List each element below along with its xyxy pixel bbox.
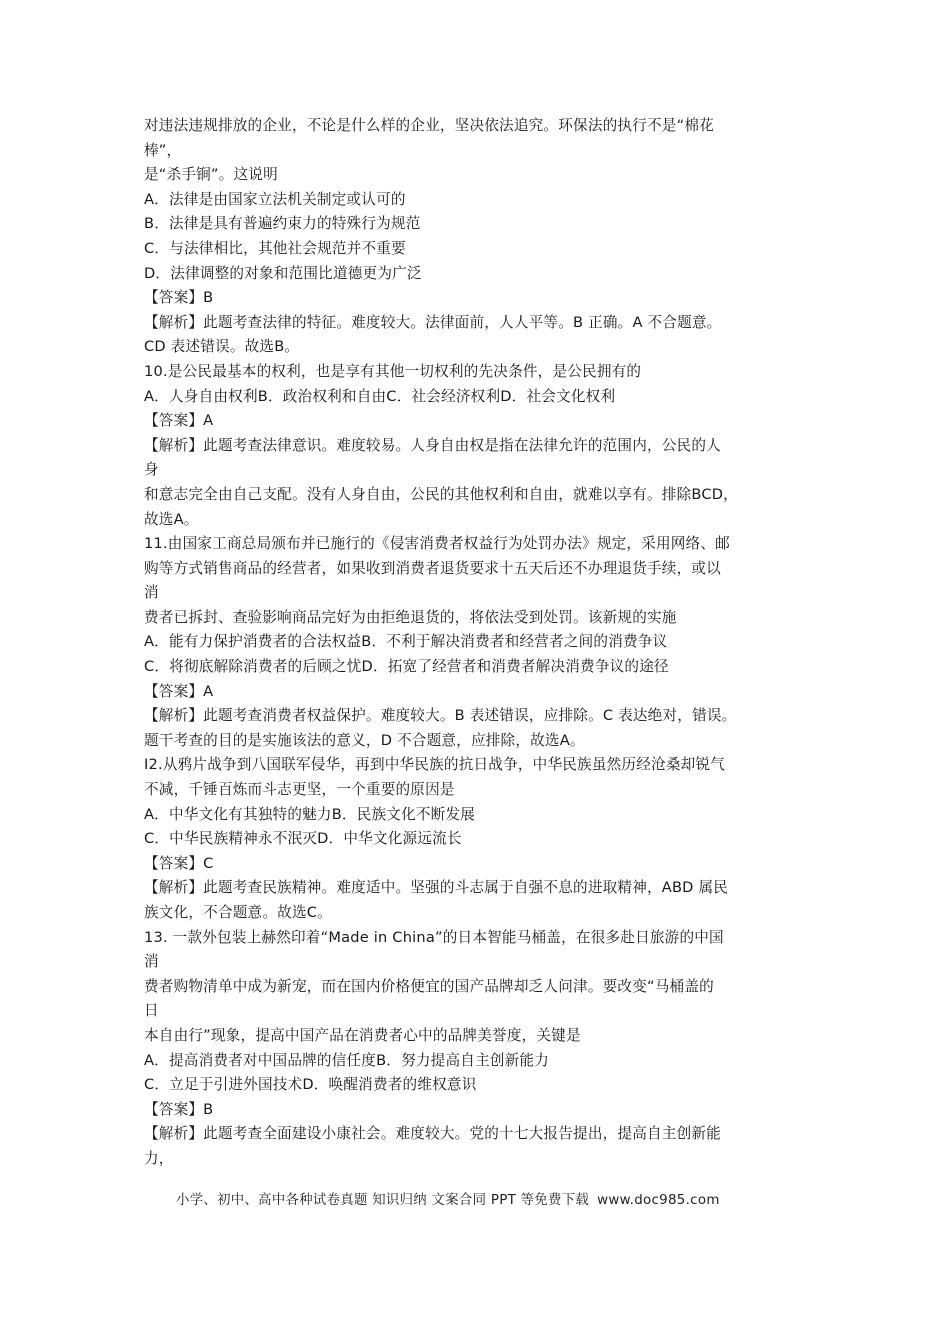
text-line: 和意志完全由自己支配。没有人身自由，公民的其他权利和自由，就难以享有。排除BCD， [144, 485, 738, 503]
text-line: 【解析】此题考查法律意识。难度较易。人身自由权是指在法律允许的范围内，公民的人 [144, 436, 721, 454]
text-line: C．将彻底解除消费者的后顾之忧D．拓宽了经营者和消费者解决消费争议的途径 [144, 658, 669, 676]
text-line: CD 表述错误。故选B。 [144, 338, 300, 356]
text-line: B．法律是具有普遍约束力的特殊行为规范 [144, 215, 421, 233]
text-line: 【答案】C [144, 854, 214, 872]
text-line: 【答案】B [144, 289, 214, 307]
page-footer [176, 1189, 720, 1208]
text-line: 是“杀手锏”。这说明 [144, 166, 278, 184]
footer-text: 小学、初中、高中各种试卷真题 知识归纳 文案合同 PPT 等免费下载 [176, 1193, 590, 1208]
text-line: 费者购物清单中成为新宠，而在国内价格便宜的国产品牌却乏人问津。要改变“马桶盖的 [144, 977, 714, 995]
text-line: 棒”， [144, 141, 182, 159]
text-line: 10.是公民最基本的权利，也是享有其他一切权利的先决条件，是公民拥有的 [144, 362, 642, 380]
text-line: A．提高消费者对中国品牌的信任度B．努力提高自主创新能力 [144, 1051, 550, 1069]
text-line: 本自由行”现象，提高中国产品在消费者心中的品牌美誉度，关键是 [144, 1026, 581, 1044]
text-line: C．中华民族精神永不泯灭D．中华文化源远流长 [144, 830, 462, 848]
text-line: 13. 一款外包装上赫然印着“Made in China”的日本智能马桶盖，在很多赴日旅游的中国 [144, 928, 724, 946]
text-line: A．能有力保护消费者的合法权益B．不利于解决消费者和经营者之间的消费争议 [144, 633, 668, 651]
footer-url[interactable]: www.doc985.com [597, 1193, 720, 1208]
text-line: 【解析】此题考查全面建设小康社会。难度较大。党的十七大报告提出，提高自主创新能 [144, 1125, 721, 1143]
text-line: A．人身自由权利B．政治权利和自由C．社会经济权利D．社会文化权利 [144, 387, 616, 405]
text-line: 消 [144, 584, 159, 602]
text-line: 日 [144, 1002, 159, 1020]
text-line: 费者已拆封、查验影响商品完好为由拒绝退货的，将依法受到处罚。该新规的实施 [144, 608, 677, 626]
text-line: 族文化，不合题意。故选C。 [144, 904, 332, 921]
text-line: 消 [144, 953, 159, 971]
text-line: 【答案】B [144, 1100, 214, 1118]
document-body [144, 114, 814, 1172]
text-line: 力， [144, 1149, 174, 1167]
text-line: 【答案】A [144, 682, 214, 700]
text-line: 【答案】A [144, 412, 214, 430]
text-line: 不减，千锤百炼而斗志更坚，一个重要的原因是 [144, 781, 455, 799]
text-line: 【解析】此题考查民族精神。难度适中。坚强的斗志属于自强不息的进取精神，ABD 属民 [144, 879, 729, 897]
text-line: 购等方式销售商品的经营者，如果收到消费者退货要求十五天后还不办理退货手续，或以 [144, 559, 721, 577]
text-line: 题干考查的目的是实施该法的意义，D 不合题意，应排除，故选A。 [144, 731, 585, 749]
text-line: D．法律调整的对象和范围比道德更为广泛 [144, 264, 422, 282]
text-line: I2.从鸦片战争到八国联军侵华，再到中华民族的抗日战争，中华民族虽然历经沧桑却锐气 [144, 756, 725, 774]
text-line: C．立足于引进外国技术D．唤醒消费者的维权意识 [144, 1076, 477, 1094]
text-line: 【解析】此题考查法律的特征。难度较大。法律面前，人人平等。B 正确。A 不合题意。 [144, 313, 722, 331]
text-line: A．法律是由国家立法机关制定或认可的 [144, 190, 406, 208]
text-line: 身 [144, 461, 159, 479]
text-line: 故选A。 [144, 510, 199, 528]
text-line: A．中华文化有其独特的魅力B．民族文化不断发展 [144, 805, 476, 823]
text-line: 【解析】此题考查消费者权益保护。难度较大。B 表述错误，应排除。C 表达绝对，错误。 [144, 707, 737, 725]
text-line: 11.由国家工商总局颁布并已施行的《侵害消费者权益行为处罚办法》规定，采用网络、邮 [144, 535, 730, 553]
text-line: C．与法律相比，其他社会规范并不重要 [144, 239, 406, 257]
text-line: 对违法违规排放的企业，不论是什么样的企业，坚决依法追究。环保法的执行不是“棉花 [144, 117, 714, 134]
